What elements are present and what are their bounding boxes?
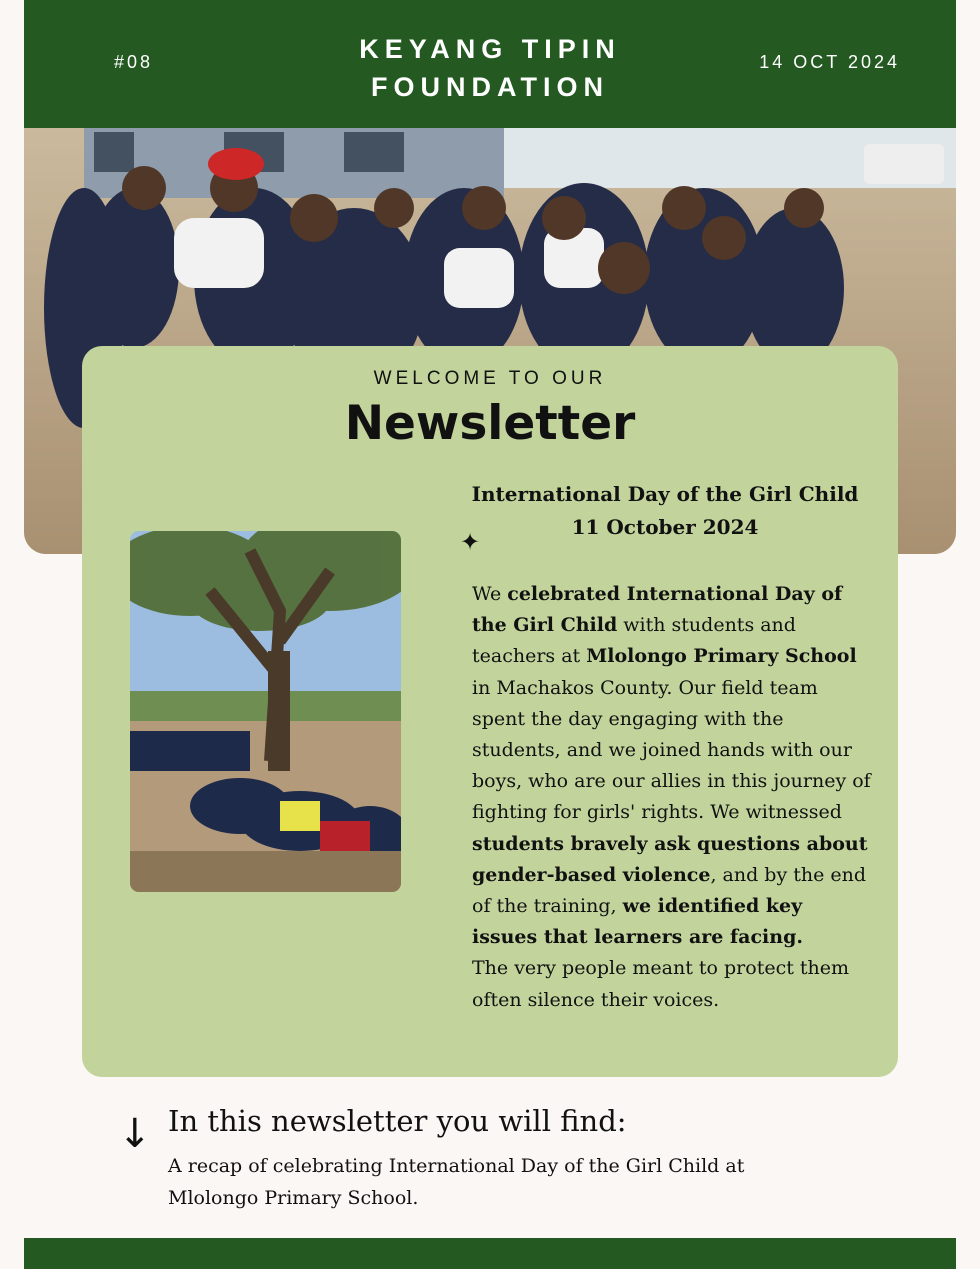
tree-photo-illustration <box>130 531 401 892</box>
body-segment: We <box>472 583 508 605</box>
newsletter-panel <box>82 346 898 1077</box>
body-segment-bold: celebrated International Day of the Girl Child <box>472 583 843 637</box>
organization-name-line2: FOUNDATION <box>371 72 609 102</box>
article-body-closing: The very people meant to protect them often silence their voices. <box>472 957 850 1011</box>
event-date: 11 October 2024 <box>571 515 759 539</box>
body-segment-bold: students bravely ask questions about gender-based violence <box>472 832 868 886</box>
body-segment: , and by the end of the training, <box>472 863 867 918</box>
contents-description: A recap of celebrating International Day of the Girl Child at Mlolongo Primary School. <box>168 1155 745 1209</box>
contents-heading: In this newsletter you will find: <box>168 1104 627 1138</box>
event-title <box>462 478 868 544</box>
footer-bar <box>24 1238 956 1269</box>
newsletter-title: Newsletter <box>344 396 636 451</box>
welcome-heading: WELCOME TO OUR <box>373 368 607 389</box>
photo-students-under-tree <box>130 531 401 892</box>
body-segment-bold: Mlolongo Primary School <box>586 645 857 668</box>
organization-name <box>324 30 656 106</box>
issue-number: #08 <box>114 52 154 72</box>
issue-date: 14 OCT 2024 <box>759 52 900 72</box>
header-bar <box>24 0 956 128</box>
organization-name-line1: KEYANG TIPIN <box>359 34 621 64</box>
article-body-main <box>472 583 871 948</box>
event-name: International Day of the Girl Child <box>471 482 859 506</box>
body-segment: in Machakos County. Our field team spent the day engaging with the students, and we joined hands with our boys, who are our allies in this journey of fighting for girls' rights. We witnessed <box>472 676 871 824</box>
body-segment-bold: we identified key issues that learners are facing. <box>472 895 803 949</box>
body-segment: with students and teachers at <box>472 614 796 668</box>
sparkle-icon: ✦ <box>460 528 481 556</box>
article-body <box>472 579 872 1016</box>
arrow-down-icon: ↓ <box>118 1111 152 1157</box>
